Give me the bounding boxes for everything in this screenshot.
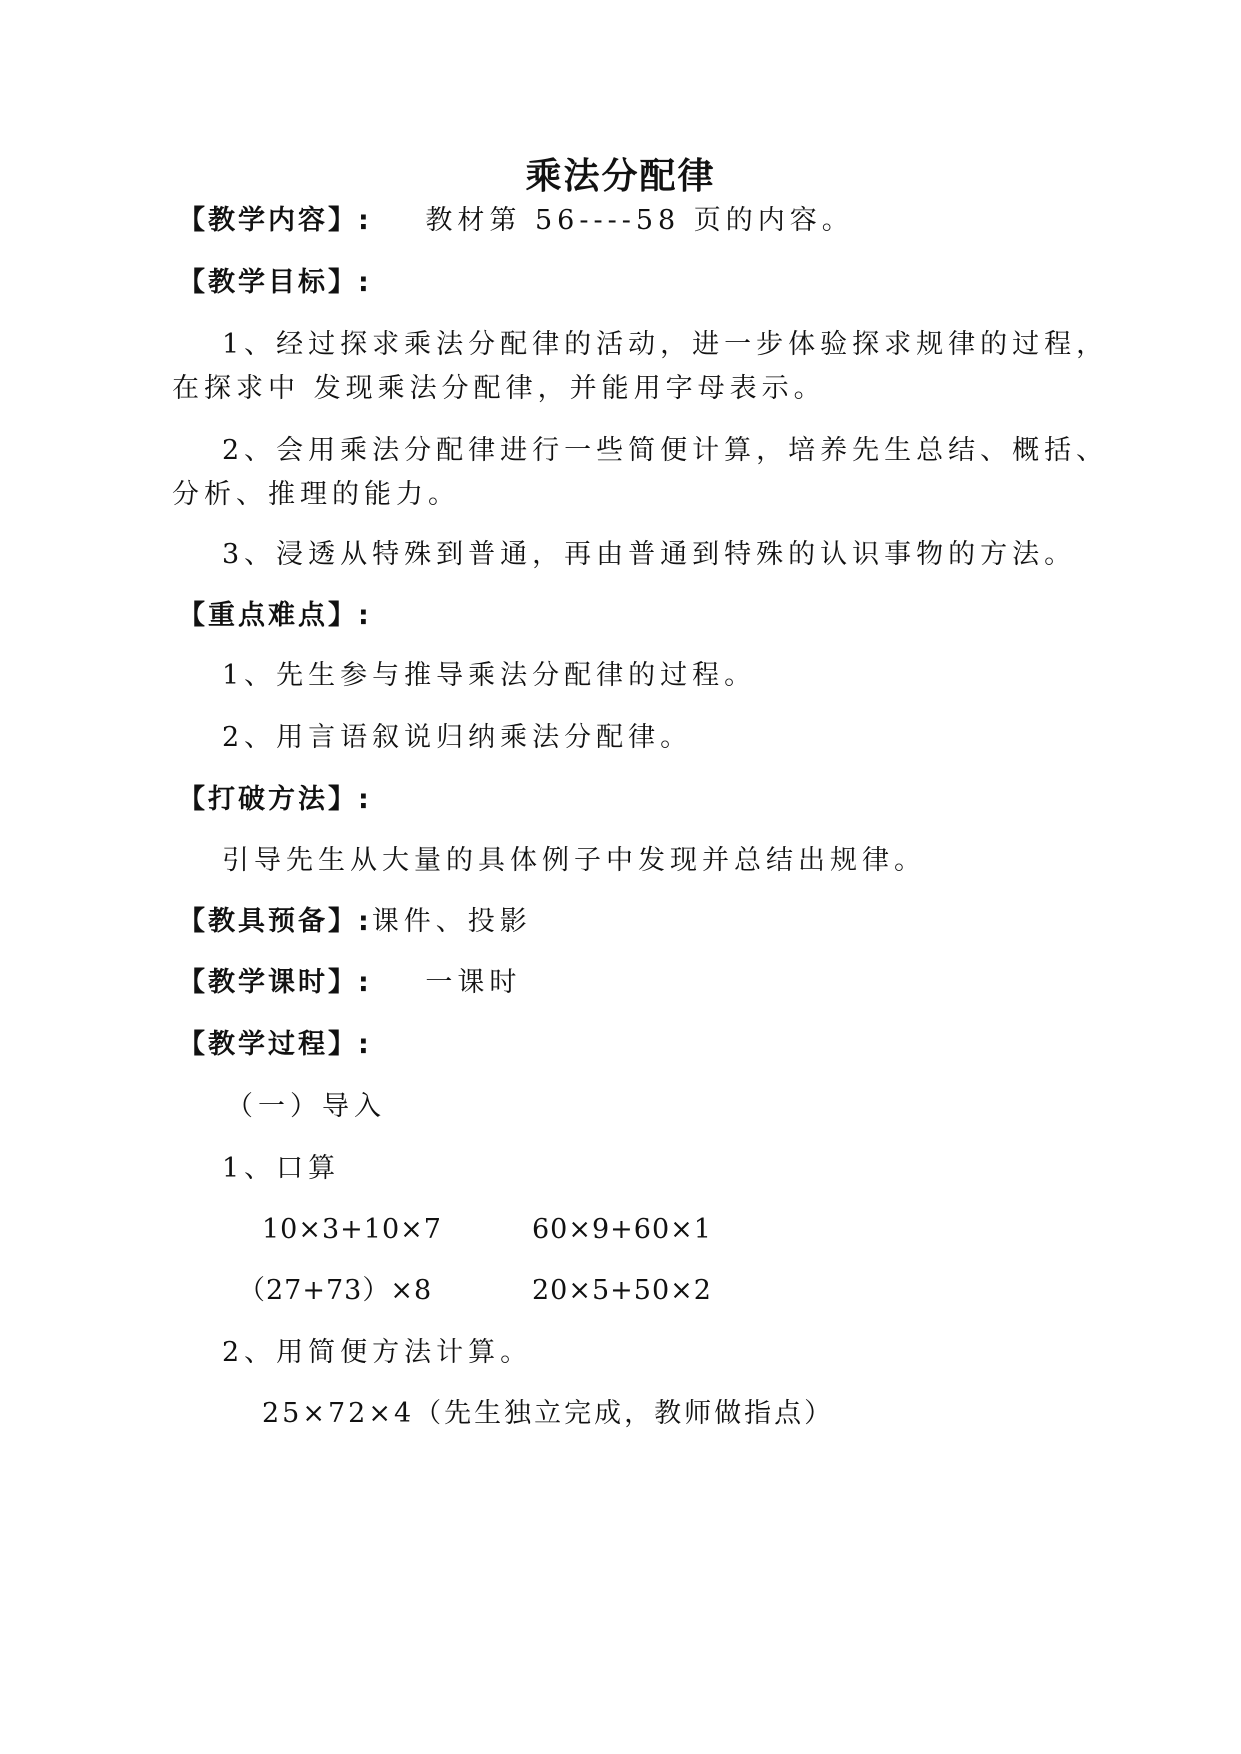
calc-r2c1: （27+73）×8 <box>238 1275 433 1306</box>
content-label: 【教学内容】: <box>178 205 372 236</box>
key-points-label: 【重点难点】: <box>178 600 372 631</box>
process-label: 【教学过程】: <box>178 1029 372 1060</box>
hours-row <box>178 965 521 1001</box>
tools-value: 课件、投影 <box>371 906 532 937</box>
process-step-2-line: 25×72×4（先生独立完成，教师做指点） <box>262 1398 835 1429</box>
content-row <box>178 203 854 239</box>
hours-value: 一课时 <box>425 967 522 998</box>
objective-2-line-2: 分析、推理的能力。 <box>172 479 460 510</box>
objective-1-line-1: 1、经过探求乘法分配律的活动，进一步体验探求规律的过程， <box>222 329 1109 360</box>
objective-1-line-2: 在探求中 发现乘法分配律，并能用字母表示。 <box>172 373 826 404</box>
tools-row <box>178 904 532 940</box>
process-step-2: 2、用简便方法计算。 <box>222 1337 533 1368</box>
calc-r1c2: 60×9+60×1 <box>532 1214 712 1245</box>
key-point-1: 1、先生参与推导乘法分配律的过程。 <box>222 660 757 691</box>
document-title: 乘法分配律 <box>525 156 716 197</box>
process-section-1: （一）导入 <box>226 1091 386 1122</box>
hours-label: 【教学课时】: <box>178 967 372 998</box>
objectives-label: 【教学目标】: <box>178 267 372 298</box>
method-value: 引导先生从大量的具体例子中发现并总结出规律。 <box>222 845 926 876</box>
objective-3: 3、浸透从特殊到普通，再由普通到特殊的认识事物的方法。 <box>222 539 1077 570</box>
content-value: 教材第 56----58 页的内容。 <box>425 205 854 236</box>
method-label: 【打破方法】: <box>178 784 372 815</box>
calc-r2c2: 20×5+50×2 <box>532 1275 712 1306</box>
process-step-1: 1、口算 <box>222 1153 341 1184</box>
tools-label: 【教具预备】: <box>178 906 372 937</box>
calc-r1c1: 10×3+10×7 <box>262 1214 442 1245</box>
key-point-2: 2、用言语叙说归纳乘法分配律。 <box>222 722 693 753</box>
objective-2-line-1: 2、会用乘法分配律进行一些简便计算，培养先生总结、概括、 <box>222 435 1109 466</box>
